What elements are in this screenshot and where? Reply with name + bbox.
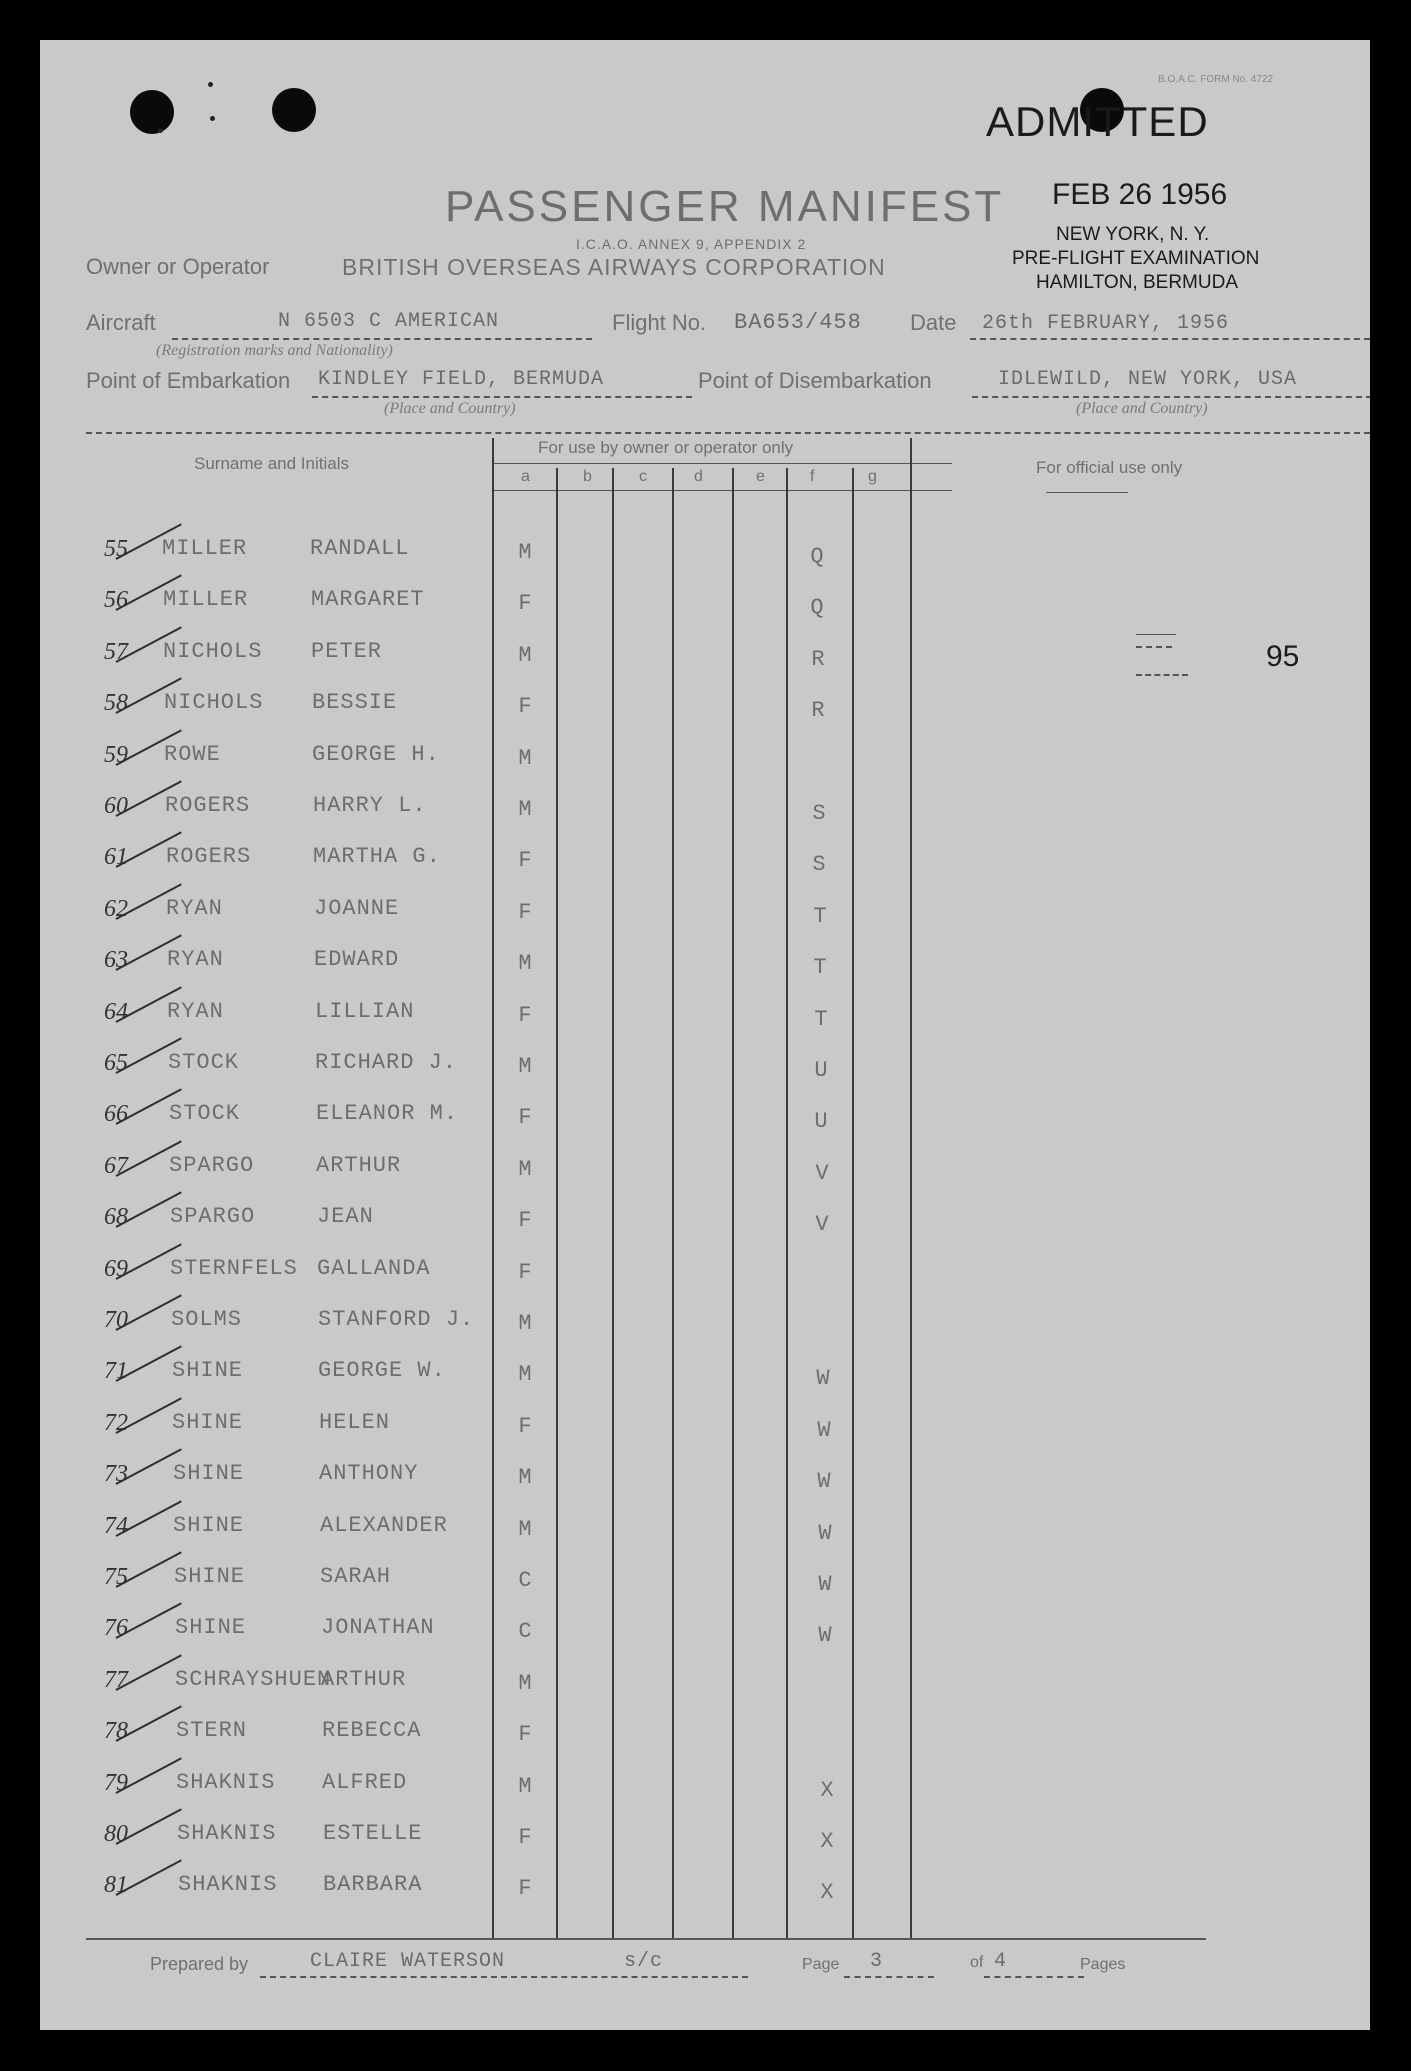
subcol-c: c: [639, 468, 647, 485]
passenger-group-code: W: [817, 1418, 831, 1443]
row-number: 55: [104, 536, 128, 562]
passenger-surname: SOLMS: [171, 1307, 243, 1332]
official-mark-1: [1136, 634, 1176, 635]
table-row: [40, 536, 1370, 580]
table-row: [40, 1256, 1370, 1300]
passenger-given-name: ELEANOR M.: [316, 1101, 459, 1126]
page-value: 3: [870, 1950, 884, 1973]
stamp-line-2: PRE-FLIGHT EXAMINATION: [1012, 248, 1260, 269]
row-number: 58: [104, 690, 128, 716]
ink-dot: [158, 128, 163, 133]
table-row: [40, 1358, 1370, 1402]
passenger-category: F: [518, 848, 532, 873]
passenger-category: M: [518, 643, 532, 668]
passenger-category: M: [518, 1465, 532, 1490]
passenger-category: M: [518, 1157, 532, 1182]
passenger-given-name: MARTHA G.: [313, 844, 441, 869]
col-official-header: For official use only: [1036, 458, 1183, 477]
passenger-given-name: MARGARET: [311, 587, 425, 612]
passenger-given-name: ARTHUR: [321, 1667, 407, 1692]
passenger-given-name: REBECCA: [322, 1718, 422, 1743]
aircraft-label: Aircraft: [86, 310, 156, 335]
subcol-b: b: [583, 468, 592, 485]
row-number: 68: [104, 1204, 128, 1230]
stamp-line-1: NEW YORK, N. Y.: [1056, 224, 1210, 245]
passenger-surname: STOCK: [168, 1050, 240, 1075]
passenger-category: F: [518, 1825, 532, 1850]
prepared-suffix: s/c: [624, 1950, 664, 1973]
embark-caption: (Place and Country): [384, 400, 516, 417]
stamp-date: FEB 26 1956: [1052, 178, 1228, 211]
passenger-group-code: Q: [810, 544, 824, 569]
passenger-given-name: HELEN: [319, 1410, 391, 1435]
passenger-category: M: [518, 1774, 532, 1799]
table-row: [40, 1307, 1370, 1351]
passenger-group-code: W: [818, 1623, 832, 1648]
row-number: 79: [104, 1770, 128, 1796]
passenger-surname: NICHOLS: [163, 639, 263, 664]
subcol-e: e: [756, 468, 765, 485]
passenger-given-name: RICHARD J.: [315, 1050, 458, 1075]
passenger-surname: SHINE: [173, 1461, 245, 1486]
passenger-surname: SPARGO: [169, 1153, 255, 1178]
date-label: Date: [910, 310, 957, 335]
flight-value: BA653/458: [734, 310, 862, 335]
passenger-given-name: ARTHUR: [316, 1153, 402, 1178]
passenger-given-name: ANTHONY: [319, 1461, 419, 1486]
passenger-category: F: [518, 900, 532, 925]
passenger-category: M: [518, 951, 532, 976]
embark-value: KINDLEY FIELD, BERMUDA: [318, 368, 605, 391]
punch-hole-left: [130, 90, 174, 134]
subcol-d: d: [694, 468, 703, 485]
passenger-surname: RYAN: [167, 999, 224, 1024]
passenger-surname: SHAKNIS: [176, 1770, 276, 1795]
table-row: [40, 999, 1370, 1043]
pages-label: Pages: [1080, 1956, 1126, 1973]
of-label: of: [970, 1954, 984, 1971]
form-number: B.O.A.C. FORM No. 4722: [1158, 74, 1274, 85]
passenger-group-code: W: [817, 1469, 831, 1494]
embark-label: Point of Embarkation: [86, 368, 291, 393]
row-number: 69: [104, 1256, 128, 1282]
ink-dot: [208, 82, 213, 87]
prepared-underline: [260, 1976, 748, 1978]
passenger-category: M: [518, 797, 532, 822]
table-row: [40, 1513, 1370, 1557]
passenger-surname: STERNFELS: [170, 1256, 298, 1281]
owner-use-rule: [492, 463, 952, 464]
passenger-surname: RYAN: [166, 896, 223, 921]
passenger-surname: SHINE: [173, 1513, 245, 1538]
passenger-category: M: [518, 746, 532, 771]
row-number: 57: [104, 639, 128, 665]
row-number: 63: [104, 947, 128, 973]
prepared-value: CLAIRE WATERSON: [310, 1950, 506, 1973]
row-number: 77: [104, 1667, 128, 1693]
passenger-given-name: JONATHAN: [321, 1615, 435, 1640]
col-owner-use-header: For use by owner or operator only: [538, 438, 794, 457]
official-count: 95: [1266, 640, 1300, 673]
passenger-category: C: [518, 1568, 532, 1593]
passenger-group-code: X: [820, 1829, 834, 1854]
passenger-given-name: STANFORD J.: [318, 1307, 475, 1332]
passenger-category: F: [518, 1414, 532, 1439]
passenger-given-name: LILLIAN: [315, 999, 415, 1024]
table-row: [40, 1821, 1370, 1865]
passenger-surname: MILLER: [162, 536, 248, 561]
stamp-line-3: HAMILTON, BERMUDA: [1036, 272, 1238, 293]
passenger-group-code: T: [814, 1007, 828, 1032]
passenger-group-code: U: [814, 1109, 828, 1134]
passenger-group-code: W: [818, 1572, 832, 1597]
passenger-category: M: [518, 1311, 532, 1336]
passenger-category: F: [518, 1105, 532, 1130]
row-number: 56: [104, 587, 128, 613]
table-row: [40, 1615, 1370, 1659]
passenger-category: M: [518, 540, 532, 565]
page-underline: [844, 1976, 934, 1978]
passenger-surname: MILLER: [163, 587, 249, 612]
passenger-surname: SHINE: [174, 1564, 246, 1589]
passenger-group-code: R: [811, 647, 825, 672]
table-row: [40, 1718, 1370, 1762]
punch-hole-middle: [272, 88, 316, 132]
passenger-given-name: BESSIE: [312, 690, 398, 715]
passenger-surname: SCHRAYSHUEN: [175, 1667, 332, 1692]
table-row: [40, 587, 1370, 631]
prepared-label: Prepared by: [150, 1954, 249, 1974]
passenger-given-name: GEORGE H.: [312, 742, 440, 767]
passenger-category: F: [518, 1208, 532, 1233]
passenger-surname: ROWE: [164, 742, 221, 767]
passenger-given-name: BARBARA: [323, 1872, 423, 1897]
disembark-underline: [972, 396, 1370, 398]
passenger-group-code: T: [813, 904, 827, 929]
passenger-category: M: [518, 1362, 532, 1387]
row-number: 71: [104, 1358, 128, 1384]
passenger-category: F: [518, 591, 532, 616]
passenger-category: M: [518, 1054, 532, 1079]
table-row: [40, 947, 1370, 991]
table-row: [40, 1050, 1370, 1094]
aircraft-caption: (Registration marks and Nationality): [156, 342, 393, 359]
owner-value: BRITISH OVERSEAS AIRWAYS CORPORATION: [342, 254, 886, 280]
passenger-given-name: GALLANDA: [317, 1256, 431, 1281]
manifest-page: [40, 40, 1370, 2030]
passenger-group-code: X: [820, 1880, 834, 1905]
passenger-surname: ROGERS: [166, 844, 252, 869]
passenger-surname: SHINE: [172, 1358, 244, 1383]
passenger-group-code: W: [818, 1521, 832, 1546]
passenger-group-code: R: [811, 698, 825, 723]
flight-label: Flight No.: [612, 310, 707, 335]
passenger-group-code: S: [812, 801, 826, 826]
passenger-given-name: ALEXANDER: [320, 1513, 448, 1538]
table-row: [40, 896, 1370, 940]
passenger-group-code: W: [816, 1366, 830, 1391]
row-number: 66: [104, 1101, 128, 1127]
row-number: 61: [104, 844, 128, 870]
table-bottom-rule: [86, 1938, 1206, 1940]
passenger-group-code: T: [813, 955, 827, 980]
passenger-surname: SHINE: [172, 1410, 244, 1435]
table-row: [40, 690, 1370, 734]
passenger-group-code: U: [814, 1058, 828, 1083]
table-top-rule: [86, 432, 1370, 434]
table-row: [40, 1410, 1370, 1454]
passenger-given-name: RANDALL: [310, 536, 410, 561]
row-number: 72: [104, 1410, 128, 1436]
row-number: 73: [104, 1461, 128, 1487]
row-number: 70: [104, 1307, 128, 1333]
passenger-surname: RYAN: [167, 947, 224, 972]
ink-dot: [210, 116, 215, 121]
row-number: 74: [104, 1513, 128, 1539]
row-number: 65: [104, 1050, 128, 1076]
passenger-given-name: JEAN: [317, 1204, 374, 1229]
passenger-category: F: [518, 1003, 532, 1028]
table-row: [40, 1770, 1370, 1814]
row-number: 80: [104, 1821, 128, 1847]
passenger-surname: SHINE: [175, 1615, 247, 1640]
passenger-category: C: [518, 1619, 532, 1644]
passenger-surname: STOCK: [169, 1101, 241, 1126]
passenger-category: M: [518, 1671, 532, 1696]
passenger-surname: STERN: [176, 1718, 248, 1743]
passenger-category: F: [518, 1260, 532, 1285]
passenger-category: F: [518, 1876, 532, 1901]
passenger-given-name: SARAH: [320, 1564, 392, 1589]
passenger-category: M: [518, 1517, 532, 1542]
table-row: [40, 1461, 1370, 1505]
table-row: [40, 1204, 1370, 1248]
passenger-surname: ROGERS: [165, 793, 251, 818]
row-number: 76: [104, 1615, 128, 1641]
row-number: 78: [104, 1718, 128, 1744]
disembark-value: IDLEWILD, NEW YORK, USA: [998, 368, 1298, 391]
date-underline: [970, 338, 1370, 340]
passenger-given-name: GEORGE W.: [318, 1358, 446, 1383]
passenger-group-code: V: [815, 1161, 829, 1186]
passenger-group-code: V: [815, 1212, 829, 1237]
passenger-given-name: JOANNE: [314, 896, 400, 921]
row-number: 67: [104, 1153, 128, 1179]
subcol-a: a: [521, 468, 530, 485]
passenger-category: F: [518, 694, 532, 719]
disembark-caption: (Place and Country): [1076, 400, 1208, 417]
col-surname-header: Surname and Initials: [194, 454, 349, 473]
passenger-surname: SHAKNIS: [177, 1821, 277, 1846]
table-row: [40, 639, 1370, 683]
passenger-surname: SPARGO: [170, 1204, 256, 1229]
table-row: [40, 844, 1370, 888]
official-rule: [1046, 492, 1128, 493]
table-row: [40, 1153, 1370, 1197]
passenger-given-name: HARRY L.: [313, 793, 427, 818]
table-row: [40, 793, 1370, 837]
page-label: Page: [802, 1956, 840, 1973]
aircraft-value: N 6503 C AMERICAN: [278, 310, 500, 333]
aircraft-underline: [172, 338, 592, 340]
passenger-given-name: PETER: [311, 639, 383, 664]
subcol-g: g: [868, 468, 877, 485]
passenger-given-name: EDWARD: [314, 947, 400, 972]
subcol-f: f: [810, 468, 815, 485]
passenger-group-code: Q: [810, 595, 824, 620]
passenger-given-name: ESTELLE: [323, 1821, 423, 1846]
of-value: 4: [994, 1950, 1008, 1973]
of-underline: [984, 1976, 1084, 1978]
row-number: 75: [104, 1564, 128, 1590]
row-number: 60: [104, 793, 128, 819]
disembark-label: Point of Disembarkation: [698, 368, 932, 393]
date-value: 26th FEBRUARY, 1956: [982, 312, 1230, 335]
page-title: PASSENGER MANIFEST: [445, 182, 1005, 231]
owner-label: Owner or Operator: [86, 254, 270, 279]
row-number: 62: [104, 896, 128, 922]
page-subtitle: I.C.A.O. ANNEX 9, APPENDIX 2: [576, 236, 807, 252]
row-number: 81: [104, 1872, 128, 1898]
row-number: 59: [104, 742, 128, 768]
table-row: [40, 1872, 1370, 1916]
subcol-rule: [492, 490, 952, 491]
row-number: 64: [104, 999, 128, 1025]
passenger-surname: NICHOLS: [164, 690, 264, 715]
table-row: [40, 742, 1370, 786]
table-row: [40, 1564, 1370, 1608]
table-row: [40, 1101, 1370, 1145]
admitted-stamp: ADMITTED: [986, 98, 1209, 145]
passenger-group-code: S: [812, 852, 826, 877]
table-row: [40, 1667, 1370, 1711]
passenger-group-code: X: [820, 1778, 834, 1803]
embark-underline: [312, 396, 692, 398]
passenger-category: F: [518, 1722, 532, 1747]
passenger-given-name: ALFRED: [322, 1770, 408, 1795]
passenger-surname: SHAKNIS: [178, 1872, 278, 1897]
